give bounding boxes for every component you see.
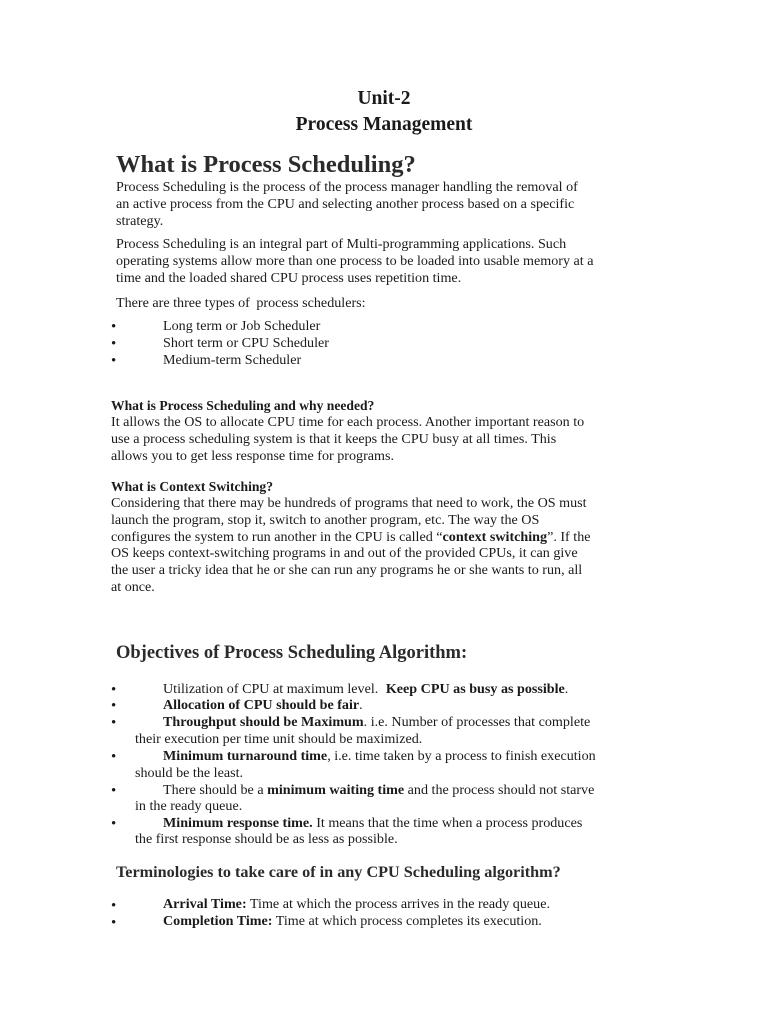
paragraph-context-switching [111, 495, 591, 596]
bullet-icon: • [111, 336, 117, 352]
paragraph-why-needed [111, 414, 584, 464]
text-run: Time at which process completes its execution. [275, 913, 542, 929]
bullet-icon: • [111, 698, 117, 714]
objective-item-waiting-time-cont: in the ready queue. [135, 798, 243, 814]
text-run: Utilization of CPU at maximum level. [163, 681, 379, 697]
paragraph-line: Process Scheduling is an integral part of Multi-programming applications. Such [116, 236, 567, 252]
bullet-icon: • [111, 915, 117, 931]
paragraph-line: allows you to get less response time for programs. [111, 447, 394, 464]
text-run: . [359, 697, 363, 713]
text-run: . [564, 681, 569, 697]
objective-item-turnaround-cont: should be the least. [135, 765, 244, 781]
context-switching-term: context switching [442, 528, 548, 545]
bold-run: Minimum response time. [163, 815, 313, 831]
bullet-icon: • [111, 898, 117, 914]
objective-item-throughput [163, 714, 590, 731]
objective-item-response-time [163, 815, 582, 832]
unit-label: Unit-2 [357, 88, 411, 109]
bullet-icon: • [111, 715, 117, 731]
list-item-short-term: Short term or CPU Scheduler [163, 335, 329, 351]
text-run: ”. If the [547, 528, 591, 545]
text-run: . i.e. Number of processes that complete [363, 714, 591, 730]
objective-item-fair-allocation [163, 697, 363, 714]
text-run: It means that the time when a process produces [316, 815, 583, 831]
objective-item-waiting-time [163, 782, 594, 799]
paragraph-definition [116, 179, 578, 229]
paragraph-line: operating systems allow more than one process to be loaded into usable memory at a [116, 252, 594, 269]
page-title: Process Management [295, 114, 473, 135]
paragraph-line: OS keeps context-switching programs in and out of the provided CPUs, it can give [111, 545, 578, 562]
subheading-why-needed: What is Process Scheduling and why needed? [111, 398, 375, 413]
bullet-icon: • [111, 682, 117, 698]
types-intro-text: There are three types of [116, 295, 250, 311]
text-run: configures the system to run another in the CPU is called “ [111, 528, 443, 545]
bold-run: Keep CPU as busy as possible [385, 681, 565, 697]
paragraph-line: use a process scheduling system is that it keeps the CPU busy at all times. This [111, 430, 557, 447]
bold-run: Allocation of CPU should be fair [163, 697, 360, 713]
process-schedulers-link[interactable]: process schedulers [256, 295, 362, 311]
objective-item-turnaround [163, 748, 596, 765]
objective-item-utilization [163, 681, 568, 698]
bold-run: Completion Time: [163, 913, 273, 929]
list-item-long-term: Long term or Job Scheduler [163, 318, 321, 334]
paragraph-line: time and the loaded shared CPU process uses repetition time. [116, 269, 462, 286]
term-item-arrival-time [163, 896, 550, 913]
bullet-icon: • [111, 783, 117, 799]
paragraph-line: the user a tricky idea that he or she can run any programs he or she wants to run, all [111, 562, 583, 579]
section-heading-terminologies: Terminologies to take care of in any CPU Scheduling algorithm? [116, 863, 561, 881]
objective-item-throughput-cont: their execution per time unit should be maximized. [135, 731, 423, 747]
paragraph-multiprogramming [116, 236, 594, 286]
text-run: and the process should not starve [407, 782, 595, 798]
objective-item-response-time-cont: the first response should be as less as possible. [135, 831, 398, 847]
bullet-icon: • [111, 353, 117, 369]
paragraph-line: at once. [111, 578, 155, 595]
section-heading-process-scheduling: What is Process Scheduling? [116, 151, 416, 178]
bold-run: minimum waiting time [267, 782, 405, 798]
text-run: , i.e. time taken by a process to finish execution [327, 748, 596, 764]
bold-run: Minimum turnaround time [163, 748, 328, 764]
paragraph-line: an active process from the CPU and selecting another process based on a specific [116, 195, 575, 212]
types-intro-colon: : [361, 295, 366, 311]
types-intro [116, 295, 366, 312]
subheading-context-switching: What is Context Switching? [111, 479, 274, 494]
paragraph-line [111, 529, 591, 546]
bold-run: Throughput should be Maximum [163, 714, 364, 730]
paragraph-line: Process Scheduling is the process of the process manager handling the removal of [116, 179, 578, 195]
list-item-medium-term: Medium-term Scheduler [163, 352, 302, 368]
section-heading-objectives: Objectives of Process Scheduling Algorithm: [116, 643, 468, 663]
paragraph-line: strategy. [116, 212, 164, 229]
bullet-icon: • [111, 319, 117, 335]
bold-run: Arrival Time: [163, 896, 247, 912]
bullet-icon: • [111, 749, 117, 765]
paragraph-line: launch the program, stop it, switch to another program, etc. The way the OS [111, 511, 540, 528]
text-run: Time at which the process arrives in the ready queue. [249, 896, 550, 912]
bullet-icon: • [111, 816, 117, 832]
text-run: There should be a [163, 782, 264, 798]
paragraph-line: Considering that there may be hundreds of programs that need to work, the OS must [111, 495, 587, 511]
term-item-completion-time [163, 913, 542, 930]
paragraph-line: It allows the OS to allocate CPU time for each process. Another important reason to [111, 414, 585, 430]
